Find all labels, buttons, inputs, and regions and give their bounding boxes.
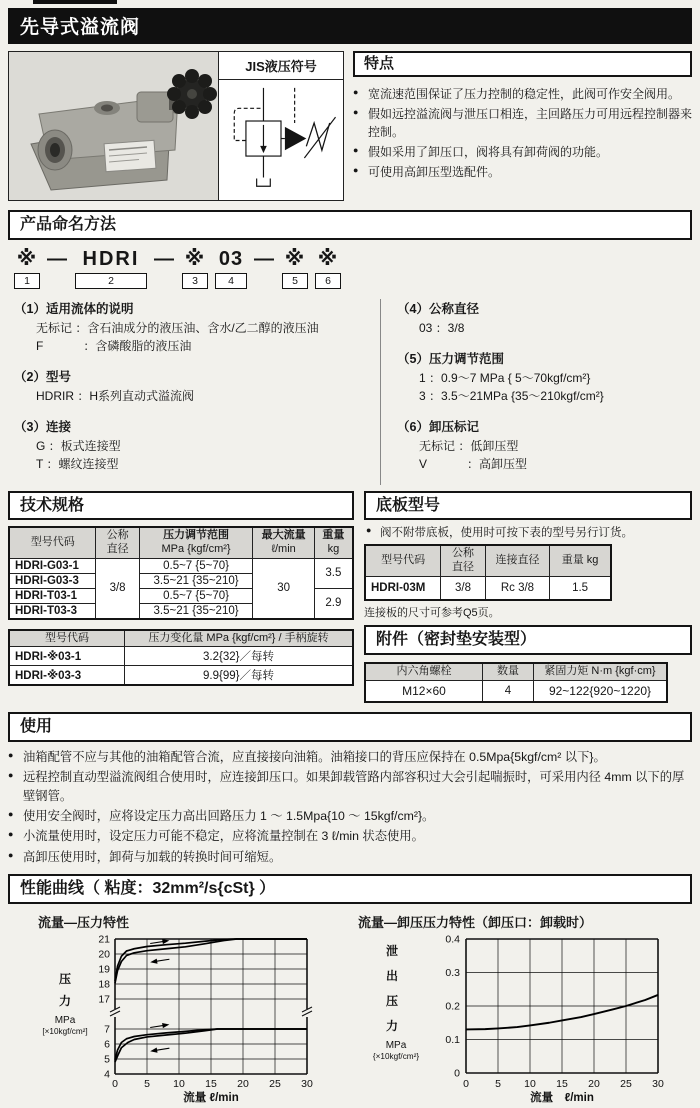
code-part-fluid: ※ 1	[14, 248, 40, 289]
col-header: 最大流量 ℓ/min	[253, 527, 314, 558]
code-box-6: 6	[315, 273, 341, 289]
naming-item-2: （2）型号 HDRIR ：H系列直动式溢流阀	[14, 369, 194, 403]
table-row: HDRI-G03-3 3.5~21 {35~210}	[9, 573, 353, 588]
svg-text:25: 25	[269, 1077, 281, 1090]
pressure-change-table	[8, 629, 354, 687]
performance-section-title: 性能曲线（ 粘度：32mm²/s{cSt} ）	[8, 874, 692, 904]
product-photo	[9, 52, 219, 200]
svg-text:0.3: 0.3	[445, 966, 460, 979]
page-title: 先导式溢流阀	[8, 8, 692, 44]
col-header: 内六角螺栓	[365, 663, 483, 680]
code-part-vent: ※ 6	[315, 248, 341, 289]
scan-edge-mark	[33, 0, 117, 4]
code-part-connection: ※ 3	[182, 248, 208, 289]
svg-text:0: 0	[454, 1067, 460, 1080]
features-title: 特点	[353, 51, 692, 77]
code-box-5: 5	[282, 273, 308, 289]
svg-text:20: 20	[237, 1077, 249, 1090]
code-box-1: 1	[14, 273, 40, 289]
naming-item-5: （5）压力调节范围 1 ：0.9～7 MPa { 5～70kgf/cm²} 3 ：3.5～21MPa {35～210kgf/cm²}	[397, 351, 604, 403]
baseplate-footnote: 连接板的尺寸可参考Q5页。	[364, 607, 500, 620]
table-row: HDRI-G03-1 3/8 0.5~7 {5~70} 30 3.5	[9, 558, 353, 573]
svg-text:20: 20	[588, 1077, 600, 1090]
col-header: 重量 kg	[550, 545, 611, 576]
table-row: HDRI-※03-1 3.2{32}／每转	[9, 647, 353, 666]
table-row: HDRI-T03-1 0.5~7 {5~70} 2.9	[9, 588, 353, 603]
features-list	[353, 85, 692, 181]
usage-item: ● 使用安全阀时，应将设定压力高出回路压力 1 ～ 1.5Mpa{10 ～ 15kgf/cm²}。	[8, 807, 692, 825]
top-row	[8, 51, 692, 201]
table-row: M12×60 4 92~122{920~1220}	[365, 680, 667, 702]
col-header: 型号代码	[365, 545, 441, 576]
svg-text:25: 25	[620, 1077, 632, 1090]
svg-text:19: 19	[98, 963, 110, 976]
svg-text:5: 5	[144, 1077, 150, 1090]
svg-text:21: 21	[98, 933, 110, 946]
y-axis-unit: [×10kgf/cm²]	[42, 1026, 88, 1036]
svg-text:5: 5	[104, 1053, 110, 1066]
accessory-section-title: 附件（密封垫安装型）	[364, 625, 692, 655]
jis-hydraulic-symbol	[222, 84, 340, 196]
y-axis-label-char: 出	[385, 968, 399, 983]
y-axis-label-char: 泄	[385, 943, 399, 958]
model-code-diagram	[8, 240, 692, 291]
usage-item: ● 高卸压使用时，卸荷与加载的转换时间可缩短。	[8, 848, 692, 866]
code-part-series: HDRI 2	[75, 248, 147, 289]
code-box-4: 4	[215, 273, 247, 289]
table-row: HDRI-T03-3 3.5~21 {35~210}	[9, 603, 353, 619]
col-header: 压力变化量 MPa {kgf/cm²} / 手柄旋转	[125, 630, 354, 647]
chart-title: 流量—卸压压力特性（卸压口：卸载时）	[358, 914, 593, 930]
usage-section-title: 使用	[8, 712, 692, 742]
spec-table	[8, 526, 354, 620]
svg-text:15: 15	[205, 1077, 217, 1090]
code-part-size: 03 4	[215, 248, 247, 289]
baseplate-note: ● 阀不附带底板，使用时可按下表的型号另行订货。	[366, 524, 692, 540]
flow-pressure-plot	[8, 931, 354, 1103]
svg-text:6: 6	[104, 1038, 110, 1051]
flow-pressure-chart	[8, 908, 354, 1108]
baseplate-table	[364, 544, 612, 601]
usage-item: ● 小流量使用时，设定压力可能不稳定，应将流量控制在 3 ℓ/min 状态使用。	[8, 827, 692, 845]
col-header: 紧固力矩 N·m {kgf·cm}	[534, 663, 668, 680]
svg-text:10: 10	[173, 1077, 185, 1090]
y-axis-label-char: 力	[385, 1018, 399, 1033]
naming-item-1: （1）适用流体的说明 无标记 ：含石油成分的液压油、含水/乙二醇的液压油 F ：含磷酸脂的液压油	[14, 301, 319, 353]
code-dash: —	[47, 247, 68, 270]
col-header: 型号代码	[9, 630, 125, 647]
vent-pressure-chart	[354, 908, 700, 1108]
feature-item: ● 宽流速范围保证了压力控制的稳定性，此阀可作安全阀用。	[353, 85, 692, 103]
valve-photo-illustration	[9, 52, 218, 200]
accessory-table	[364, 662, 668, 703]
col-header: 连接直径	[485, 545, 549, 576]
y-axis-label-char: 压	[385, 993, 399, 1008]
col-header: 公称 直径	[96, 527, 139, 558]
table-row: HDRI-03M 3/8 Rc 3/8 1.5	[365, 576, 611, 600]
x-axis-label: 流量 ℓ/min	[183, 1091, 239, 1103]
svg-text:0.1: 0.1	[445, 1033, 460, 1046]
usage-item: ● 远程控制直动型溢流阀组合使用时，应连接卸压口。如果卸载管路内部容积过大会引起喘振时，可采用内径 4mm 以下的厚壁钢管。	[8, 768, 692, 805]
baseplate-section	[364, 491, 692, 703]
naming-item-4: （4）公称直径 03 ：3/8	[397, 301, 479, 335]
svg-text:10: 10	[524, 1077, 536, 1090]
feature-item: ● 假如采用了卸压口，阀将具有卸荷阀的功能。	[353, 143, 692, 161]
feature-item: ● 假如远控溢流阀与泄压口相连，主回路压力可用远程控制器来控制。	[353, 105, 692, 141]
col-header: 重量 kg	[314, 527, 353, 558]
naming-item-6: （6）卸压标记 无标记 ：低卸压型 V ：高卸压型	[397, 419, 528, 471]
svg-text:17: 17	[98, 993, 110, 1006]
col-header: 压力调节范围 MPa {kgf/cm²}	[139, 527, 253, 558]
chart-title: 流量—压力特性	[38, 914, 130, 930]
code-dash: —	[254, 247, 275, 270]
svg-text:0: 0	[112, 1077, 118, 1090]
table-row: HDRI-※03-3 9.9{99}／每转	[9, 666, 353, 686]
code-part-pressure-range: ※ 5	[282, 248, 308, 289]
y-axis-unit: MPa	[54, 1014, 76, 1026]
svg-text:30: 30	[301, 1077, 313, 1090]
baseplate-section-title: 底板型号	[364, 491, 692, 521]
handwheel	[167, 69, 217, 119]
jis-symbol-cell	[219, 52, 343, 200]
usage-list	[8, 748, 692, 867]
svg-text:4: 4	[104, 1068, 110, 1081]
svg-text:0.4: 0.4	[445, 933, 460, 946]
vent-pressure-plot	[354, 931, 700, 1103]
spec-section-title: 技术规格	[8, 491, 354, 521]
features-section	[353, 51, 692, 201]
jis-symbol-header: JIS液压符号	[219, 52, 343, 80]
product-photo-box	[8, 51, 344, 201]
col-header: 数量	[483, 663, 534, 680]
naming-section-title: 产品命名方法	[8, 210, 692, 240]
feature-item: ● 可使用高卸压型选配件。	[353, 163, 692, 181]
y-axis-label-char: 力	[58, 993, 72, 1008]
svg-text:15: 15	[556, 1077, 568, 1090]
x-axis-label: 流量 ℓ/min	[530, 1091, 594, 1103]
svg-text:20: 20	[98, 948, 110, 961]
usage-item: ● 油箱配管不应与其他的油箱配管合流，应直接接向油箱。油箱接口的背压应保持在 0.5Mpa{5kgf/cm² 以下}。	[8, 748, 692, 766]
spec-section	[8, 491, 354, 703]
svg-text:18: 18	[98, 978, 110, 991]
col-header: 型号代码	[9, 527, 96, 558]
code-box-2: 2	[75, 273, 147, 289]
svg-text:0: 0	[463, 1077, 469, 1090]
y-axis-unit: {×10kgf/cm²}	[372, 1051, 420, 1061]
y-axis-label-char: 压	[58, 971, 72, 986]
charts-row	[8, 908, 692, 1108]
svg-text:5: 5	[495, 1077, 501, 1090]
svg-text:0.2: 0.2	[445, 1000, 460, 1013]
naming-explanations	[8, 299, 692, 485]
y-axis-unit: MPa	[385, 1039, 407, 1051]
code-box-3: 3	[182, 273, 208, 289]
col-header: 公称 直径	[441, 545, 486, 576]
code-dash: —	[154, 247, 175, 270]
svg-text:7: 7	[104, 1023, 110, 1036]
usage-section	[8, 712, 692, 866]
naming-item-3: （3）连接 G ：板式连接型 T ：螺纹连接型	[14, 419, 121, 471]
svg-text:30: 30	[652, 1077, 664, 1090]
